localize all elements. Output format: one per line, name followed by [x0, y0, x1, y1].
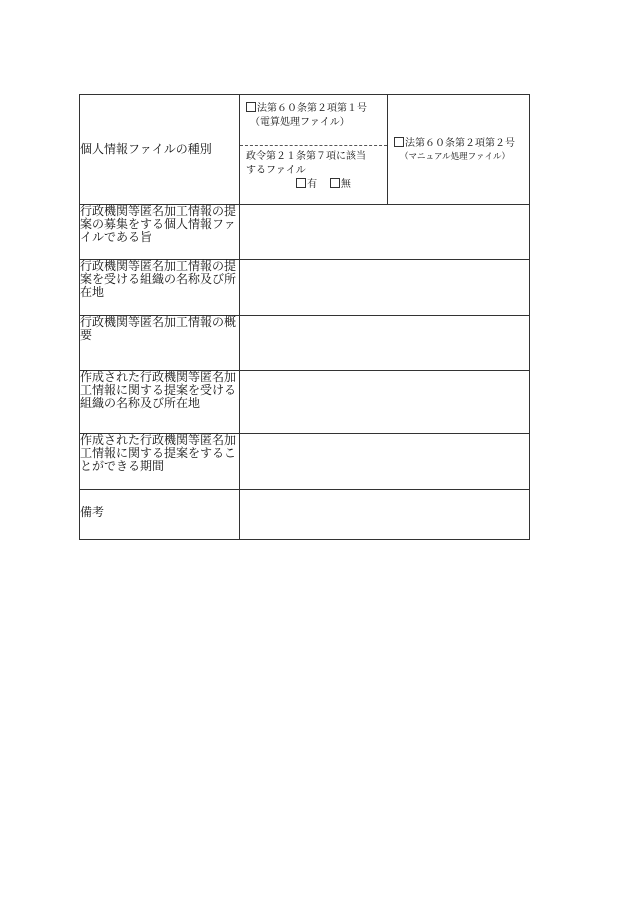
cabinet-order-line1: 政令第２１条第７項に該当	[246, 151, 366, 162]
cell-manual-file	[388, 95, 530, 205]
label-proposal-solicitation: 行政機関等匿名加工情報の提案の募集をする個人情報ファイルである旨	[80, 205, 240, 260]
row-proposal-solicitation	[80, 205, 530, 260]
label-proposal-organization: 行政機関等匿名加工情報の提案を受ける組織の名称及び所在地	[80, 260, 240, 316]
label-file-type: 個人情報ファイルの種別	[80, 95, 240, 205]
yes-no-choice	[246, 178, 381, 192]
field-proposal-organization[interactable]	[240, 260, 530, 316]
label-proposal-period: 作成された行政機関等匿名加工情報に関する提案をすることができる期間	[80, 434, 240, 490]
field-proposal-period[interactable]	[240, 434, 530, 490]
yes-label: 有	[307, 179, 318, 190]
option1-text: 法第６０条第２項第１号	[257, 103, 367, 114]
row-proposal-organization	[80, 260, 530, 316]
option2-text: 法第６０条第２項第２号	[405, 138, 515, 149]
cabinet-order-block	[240, 146, 387, 204]
field-info-summary[interactable]	[240, 316, 530, 371]
cabinet-order-line2: するファイル	[246, 165, 306, 176]
row-file-type	[80, 95, 530, 205]
label-remarks: 備考	[80, 490, 240, 540]
option1-sub: （電算処理ファイル）	[250, 117, 350, 128]
checkbox-no[interactable]	[330, 178, 340, 188]
row-created-info-organization	[80, 371, 530, 434]
row-info-summary	[80, 316, 530, 371]
checkbox-yes[interactable]	[296, 178, 306, 188]
checkbox-manual-file[interactable]	[394, 137, 404, 147]
label-created-info-organization: 作成された行政機関等匿名加工情報に関する提案を受ける組織の名称及び所在地	[80, 371, 240, 434]
option2-sub: （マニュアル処理ファイル）	[400, 152, 510, 162]
file-register-form	[79, 94, 530, 540]
field-created-info-organization[interactable]	[240, 371, 530, 434]
electronic-file-option	[240, 95, 387, 146]
checkbox-electronic-file[interactable]	[246, 102, 256, 112]
no-label: 無	[340, 179, 351, 190]
label-info-summary: 行政機関等匿名加工情報の概要	[80, 316, 240, 371]
cell-electronic-file	[240, 95, 388, 205]
field-proposal-solicitation[interactable]	[240, 205, 530, 260]
field-remarks[interactable]	[240, 490, 530, 540]
row-proposal-period	[80, 434, 530, 490]
row-remarks	[80, 490, 530, 540]
